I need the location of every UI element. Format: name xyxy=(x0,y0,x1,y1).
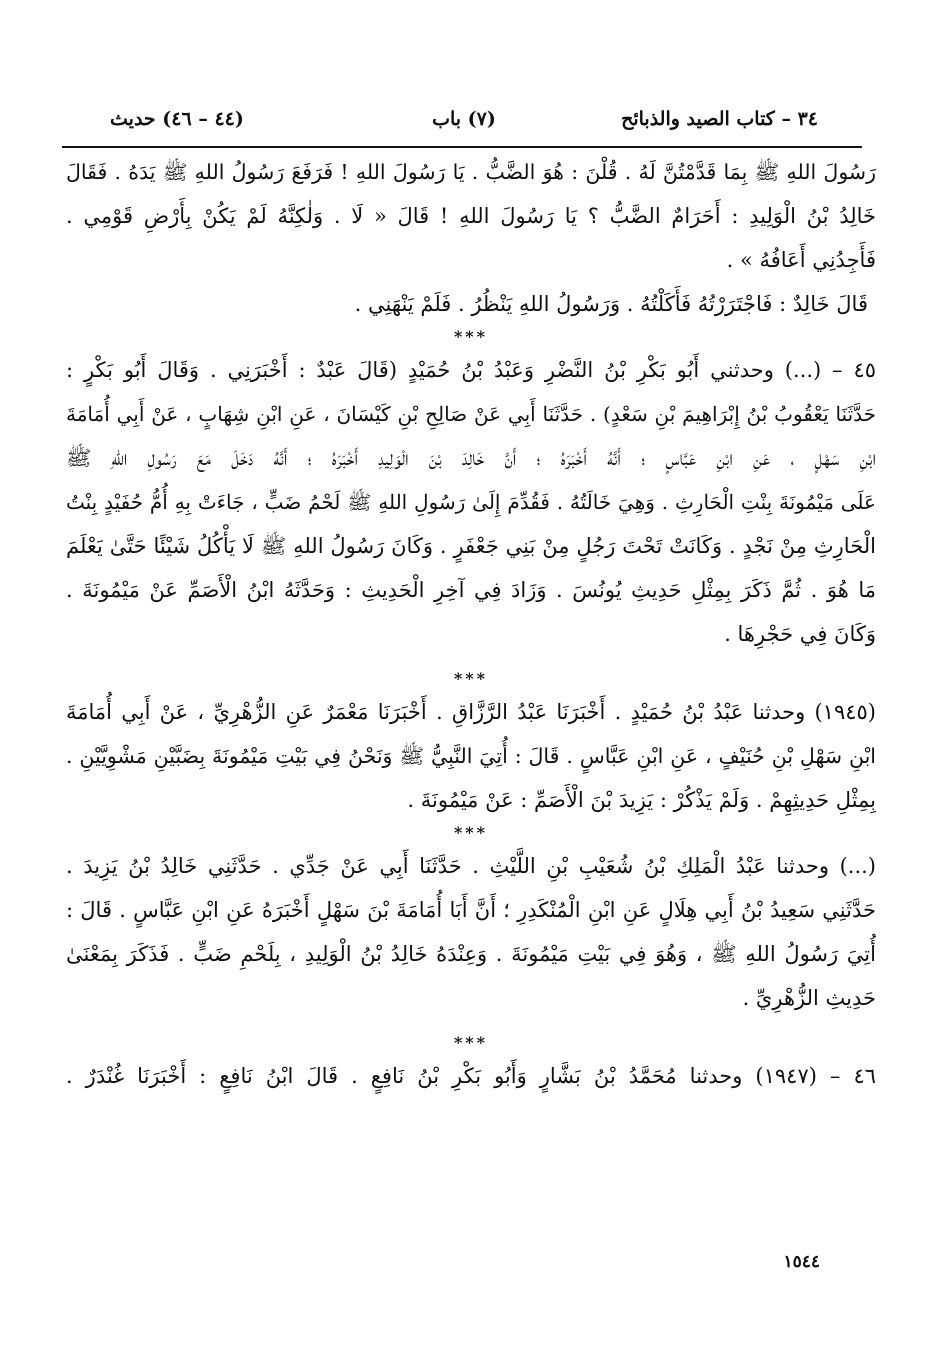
header-book-title: ٣٤ – كتاب الصيد والذبائح xyxy=(621,108,818,130)
text-line: أُتِيَ رَسُولُ اللهِ ﷺ ، وَهُوَ فِي بَيْتِ مَيْمُونَةَ . وَعِنْدَهُ خَالِدُ بْنُ الْوَلِيدِ ، بِلَحْمِ ضَبٍّ . فَذَكَرَ بِمَعْنَىٰ xyxy=(66,942,876,966)
text-line: ٤٥ – (...) وحدثني أَبُو بَكْرِ بْنُ النَّضْرِ وَعَبْدُ بْنُ حُمَيْدٍ (قَالَ عَبْدٌ : أَخْبَرَنِي . وَقَالَ أَبُو بَكْرٍ : xyxy=(66,358,876,382)
text-line: فَأَجِدُنِي أَعَافُهُ » . xyxy=(726,248,876,272)
text-line: وَكَانَ فِي حَجْرِهَا . xyxy=(724,622,876,646)
paragraph xyxy=(66,150,876,282)
text-line: قَالَ خَالِدٌ : فَاجْتَرَرْتُهُ فَأَكَلْتُهُ . وَرَسُولُ اللهِ يَنْظُرُ . فَلَمْ يَنْهَنِي . xyxy=(354,292,868,316)
running-header xyxy=(110,108,818,142)
section-separator: *** xyxy=(453,669,489,688)
text-line: حَدَّثَنَا يَعْقُوبُ بْنُ إِبْرَاهِيمَ بْنِ سَعْدٍ) . حَدَّثَنَا أَبِي عَنْ صَالِحِ بْنِ كَيْسَانَ ، عَنِ ابْنِ شِهَابٍ ، عَنْ أَبِي أُمَامَةَ xyxy=(66,402,876,426)
section-separator: *** xyxy=(453,823,489,842)
text-line: ابْنِ سَهْلٍ ، عَنِ ابْنِ عَبَّاسٍ ؛ أَنَّهُ أَخْبَرَهُ ؛ أَنَّ خَالِدَ بْنَ الْوَلِيدِ أَخْبَرَهُ ؛ أَنَّهُ دَخَلَ مَعَ رَسُولِ اللهِ ﷺ xyxy=(66,446,876,470)
text-line: (١٩٤٥) وحدثنا عَبْدُ بْنُ حُمَيْدٍ . أَخْبَرَنَا عَبْدُ الرَّزَّاقِ . أَخْبَرَنَا مَعْمَرٌ عَنِ الزُّهْرِيِّ ، عَنْ أَبِي أُمَامَةَ xyxy=(66,700,876,724)
paragraph xyxy=(66,844,876,1020)
paragraph xyxy=(66,348,876,656)
text-line: رَسُولَ اللهِ ﷺ بِمَا قَدَّمْتُنَّ لَهُ . قُلْنَ : هُوَ الضَّبُّ . يَا رَسُولَ اللهِ ! فَرَفَعَ رَسُولُ اللهِ ﷺ يَدَهُ . فَقَالَ xyxy=(66,160,876,184)
text-line: ٤٦ – (١٩٤٧) وحدثنا مُحَمَّدُ بْنُ بَشَّارٍ وَأَبُو بَكْرِ بْنُ نَافِعٍ . قَالَ ابْنُ نَافِعٍ : أَخْبَرَنَا غُنْدَرٌ . xyxy=(66,1064,876,1088)
section-separator: *** xyxy=(453,1033,489,1052)
section-separator: *** xyxy=(453,327,489,346)
paragraph xyxy=(66,690,876,822)
header-hadith-range: (٤٤ – ٤٦) حديث xyxy=(110,108,244,130)
spacer xyxy=(66,656,876,668)
text-line: عَلَى مَيْمُونَةَ بِنْتِ الْحَارِثِ . وَهِيَ خَالَتُهُ . فَقُدِّمَ إِلَىٰ رَسُولِ اللهِ ﷺ لَحْمُ ضَبٍّ ، جَاءَتْ بِهِ أُمُّ حُفَيْدٍ بِنْتُ xyxy=(66,490,876,514)
page-body xyxy=(66,150,876,1098)
text-line: خَالِدُ بْنُ الْوَلِيدِ : أَحَرَامٌ الضَّبُّ ؟ يَا رَسُولَ اللهِ ! قَالَ « لَا . وَلٰكِنَّهُ لَمْ يَكُنْ بِأَرْضِ قَوْمِي . xyxy=(66,204,876,228)
header-rule xyxy=(62,146,862,148)
text-line: (...) وحدثنا عَبْدُ الْمَلِكِ بْنُ شُعَيْبِ بْنِ اللَّيْثِ . حَدَّثَنَا أَبِي عَنْ جَدِّي . حَدَّثَنِي خَالِدُ بْنُ يَزِيدَ . xyxy=(66,854,876,878)
text-line: بِمِثْلِ حَدِيثِهِمْ . وَلَمْ يَذْكُرْ : يَزِيدَ بْنَ الْأَصَمِّ : عَنْ مَيْمُونَةَ . xyxy=(407,788,876,812)
paragraph xyxy=(66,1054,876,1098)
text-line: حَدَّثَنِي سَعِيدُ بْنُ أَبِي هِلَالٍ عَنِ ابْنِ الْمُنْكَدِرِ ؛ أَنَّ أَبَا أُمَامَةَ بْنَ سَهْلٍ أَخْبَرَهُ عَنِ ابْنِ عَبَّاسٍ . قَالَ : xyxy=(66,898,876,922)
header-chapter: (٧) باب xyxy=(432,108,496,130)
page-number: ١٥٤٤ xyxy=(783,1252,820,1272)
text-line: الْحَارِثِ مِنْ نَجْدٍ . وَكَانَتْ تَحْتَ رَجُلٍ مِنْ بَنِي جَعْفَرٍ . وَكَانَ رَسُولُ اللهِ ﷺ لَا يَأْكُلُ شَيْئًا حَتَّىٰ يَعْلَمَ xyxy=(66,534,876,558)
text-line: ابْنِ سَهْلِ بْنِ حُنَيْفٍ ، عَنِ ابْنِ عَبَّاسٍ . قَالَ : أُتِيَ النَّبِيُّ ﷺ وَنَحْنُ فِي بَيْتِ مَيْمُونَةَ بِضَبَّيْنِ مَشْوِيَّيْنِ . xyxy=(66,744,876,768)
text-line: مَا هُوَ . ثُمَّ ذَكَرَ بِمِثْلِ حَدِيثِ يُونُسَ . وَزَادَ فِي آخِرِ الْحَدِيثِ : وَحَدَّثَهُ ابْنُ الْأَصَمِّ عَنْ مَيْمُونَةَ . xyxy=(66,578,876,602)
text-line: حَدِيثِ الزُّهْرِيِّ . xyxy=(742,986,876,1010)
spacer xyxy=(66,1020,876,1032)
paragraph xyxy=(66,282,876,326)
